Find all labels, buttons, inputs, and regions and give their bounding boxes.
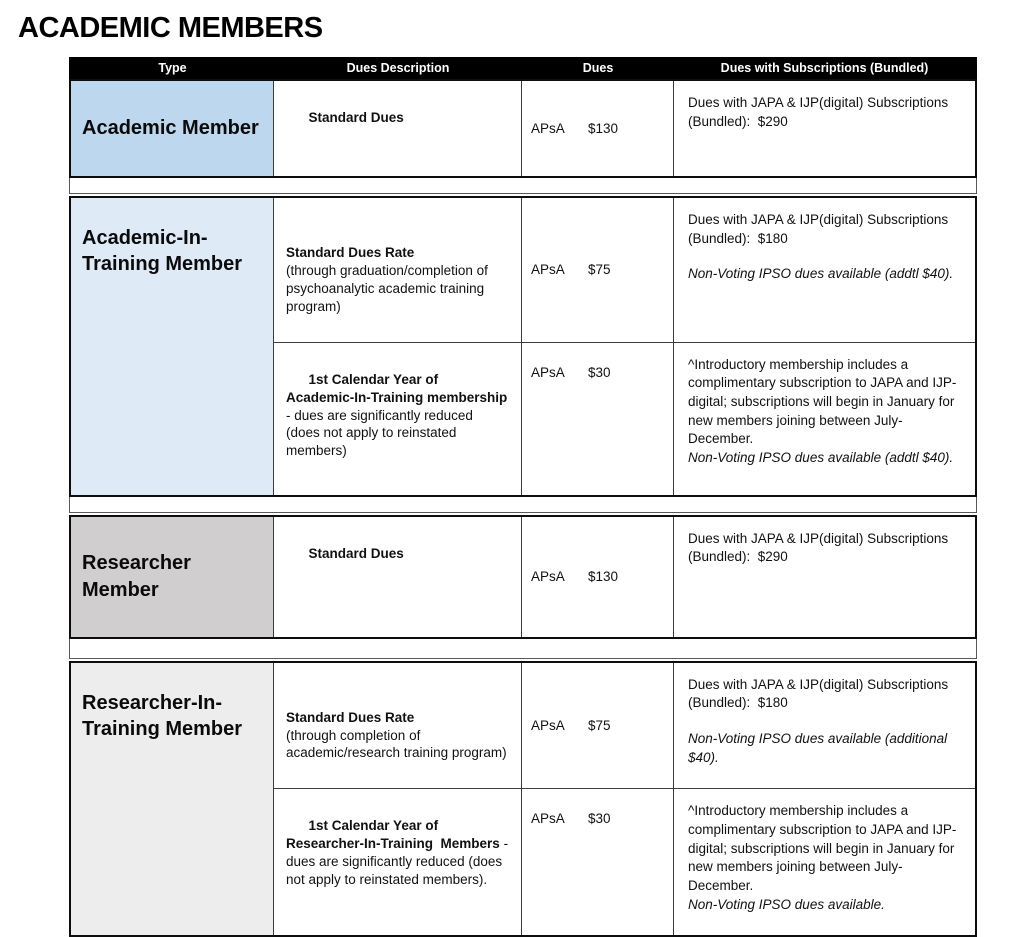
dues-table	[69, 57, 977, 937]
dues-amount: $75	[588, 262, 611, 278]
bundled-dues-cell	[674, 342, 975, 495]
dues-description-cell	[274, 81, 522, 176]
dues-amount: $130	[588, 569, 619, 585]
bundled-dues-cell	[674, 81, 975, 176]
col-header-dues-with-subscriptions: Dues with Subscriptions (Bundled)	[720, 61, 929, 75]
dues-amount: $75	[588, 718, 611, 734]
dues-cell	[522, 663, 674, 789]
dues-description-title: 1st Calendar Year of Academic-In-Training membership	[286, 371, 508, 405]
dues-cell	[522, 81, 674, 176]
dues-org-label: APsA	[531, 718, 565, 734]
dues-cell	[522, 198, 674, 342]
section-academic-member	[69, 79, 977, 178]
bundled-dues-text: ^Introductory membership includes a complimentary subscription to JAPA and IJP-digital; subscriptions will begin in January for new members joining between July-December.	[688, 803, 959, 893]
bundled-dues-cell	[674, 198, 975, 342]
bundled-dues-cell	[674, 788, 975, 935]
dues-description-title: 1st Calendar Year of Researcher-In-Training Members	[286, 818, 500, 852]
section-researcher-in-training-member	[69, 661, 977, 937]
ipso-note: Non-Voting IPSO dues available (addtl $40).	[688, 266, 954, 282]
dues-description-title: Standard Dues	[308, 545, 404, 561]
dues-description-detail: - dues are significantly reduced (does not apply to reinstated members)	[286, 389, 512, 459]
col-header-type: Type	[158, 61, 187, 75]
dues-org-label: APsA	[531, 811, 565, 827]
dues-org-label: APsA	[531, 569, 565, 585]
bundled-dues-text: ^Introductory membership includes a complimentary subscription to JAPA and IJP-digital; subscriptions will begin in January for new members joining between July-December.	[688, 356, 959, 447]
dues-org-label: APsA	[531, 121, 565, 136]
dues-description-detail: (through completion of academic/research training program)	[286, 727, 507, 761]
dues-description-detail: - dues are significantly reduced (does not apply to reinstated members).	[286, 836, 512, 888]
col-header-dues: Dues	[582, 61, 614, 75]
ipso-note: Non-Voting IPSO dues available.	[688, 896, 885, 912]
type-cell: Academic-In-Training Member	[71, 198, 274, 495]
dues-amount: $30	[588, 811, 611, 827]
dues-description-title: Standard Dues	[308, 109, 404, 125]
dues-description-detail: (through graduation/completion of psychoanalytic academic training program)	[286, 262, 492, 314]
bundled-dues-text: Dues with JAPA & IJP(digital) Subscriptions (Bundled): $180	[688, 212, 952, 246]
dues-org-label: APsA	[531, 262, 565, 278]
dues-cell	[522, 788, 674, 935]
bundled-dues-text: Dues with JAPA & IJP(digital) Subscriptions (Bundled): $290	[688, 530, 952, 565]
type-cell: Researcher-In-Training Member	[71, 663, 274, 936]
bundled-dues-text: Dues with JAPA & IJP(digital) Subscriptions (Bundled): $180	[688, 676, 952, 711]
spacer-row	[69, 639, 977, 659]
bundled-dues-cell	[674, 517, 975, 637]
bundled-dues-text: Dues with JAPA & IJP(digital) Subscriptions (Bundled): $290	[688, 95, 952, 129]
dues-description-title: Standard Dues Rate	[286, 709, 415, 725]
dues-description-cell	[274, 198, 522, 342]
dues-org-label: APsA	[531, 364, 565, 380]
dues-description-cell	[274, 663, 522, 789]
spacer-row	[69, 497, 977, 513]
col-header-dues-description: Dues Description	[346, 61, 450, 75]
bundled-dues-cell	[674, 663, 975, 789]
dues-cell	[522, 342, 674, 495]
page-title: ACADEMIC MEMBERS	[18, 12, 323, 44]
dues-description-cell	[274, 788, 522, 935]
dues-description-cell	[274, 342, 522, 495]
dues-cell	[522, 517, 674, 637]
dues-amount: $30	[588, 364, 611, 380]
table-header-row	[69, 57, 977, 79]
ipso-note: Non-Voting IPSO dues available (addtl $40).	[688, 449, 954, 465]
spacer-row	[69, 178, 977, 194]
section-academic-in-training-member	[69, 196, 977, 497]
dues-description-title: Standard Dues Rate	[286, 244, 415, 260]
section-researcher-member	[69, 515, 977, 639]
type-cell: Academic Member	[71, 81, 274, 176]
ipso-note: Non-Voting IPSO dues available (additional $40).	[688, 730, 951, 765]
dues-description-cell	[274, 517, 522, 637]
dues-amount: $130	[588, 121, 619, 136]
type-cell: Researcher Member	[71, 517, 274, 637]
